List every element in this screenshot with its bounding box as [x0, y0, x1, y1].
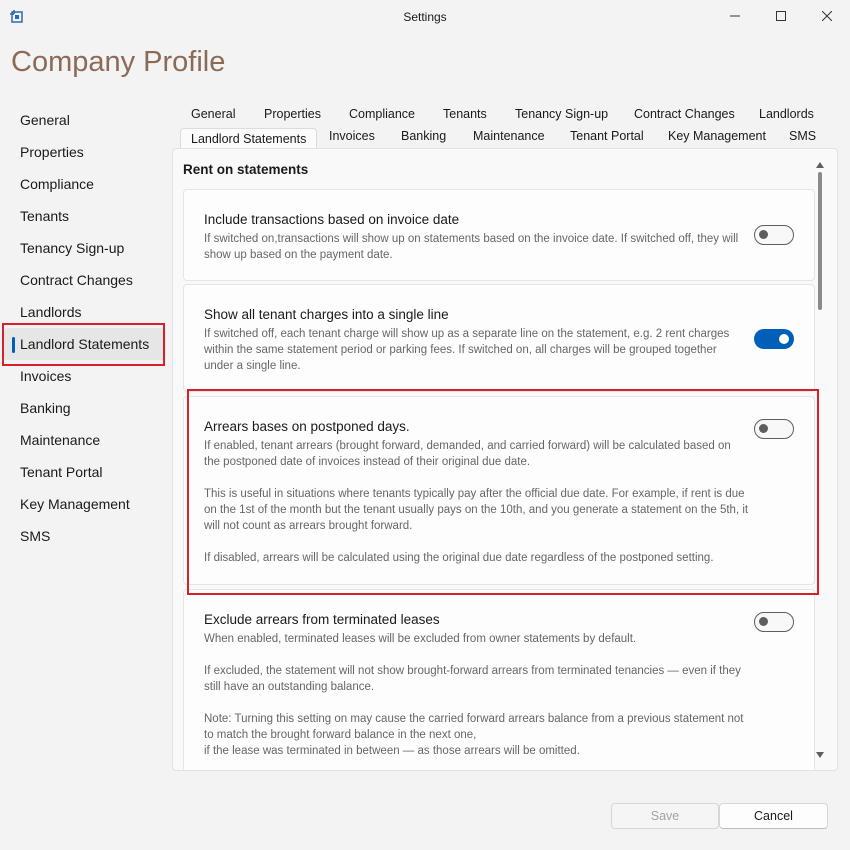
vertical-scrollbar[interactable] — [812, 152, 828, 768]
arrears-postponed-toggle[interactable] — [754, 419, 794, 439]
page-title: Company Profile — [11, 46, 226, 78]
minimize-button[interactable] — [712, 0, 758, 34]
setting-description — [204, 326, 749, 374]
setting-card-invoice-date — [183, 189, 815, 281]
tab-banking[interactable]: Banking — [401, 129, 447, 143]
tab-row-2 — [178, 126, 838, 148]
tab-tenants[interactable]: Tenants — [443, 107, 487, 121]
setting-description-text: If enabled, tenant arrears (brought forward, demanded, and carried forward) will be calculated based on the postponed date of invoices instead of their original due date. — [204, 440, 731, 468]
close-icon — [822, 8, 832, 26]
setting-title: Exclude arrears from terminated leases — [204, 612, 440, 627]
maximize-button[interactable] — [758, 0, 804, 34]
toggle-knob — [759, 424, 768, 433]
invoice-date-toggle[interactable] — [754, 225, 794, 245]
tab-contract-changes[interactable]: Contract Changes — [634, 107, 735, 121]
setting-card-arrears-postponed — [183, 396, 815, 585]
scroll-up-icon[interactable] — [816, 162, 824, 168]
window-title: Settings — [403, 10, 447, 24]
setting-card-single-line — [183, 284, 815, 392]
cancel-button[interactable]: Cancel — [719, 803, 828, 829]
tab-landlords[interactable]: Landlords — [759, 107, 814, 121]
toggle-knob — [779, 334, 789, 344]
sidebar-item-tenant-portal[interactable]: Tenant Portal — [20, 464, 103, 480]
sidebar-item-tenants[interactable]: Tenants — [20, 208, 70, 224]
setting-title: Include transactions based on invoice date — [204, 212, 460, 227]
sidebar-item-compliance[interactable]: Compliance — [20, 176, 94, 192]
minimize-icon — [730, 8, 740, 26]
sidebar-item-invoices[interactable]: Invoices — [20, 368, 72, 384]
tab-invoices[interactable]: Invoices — [329, 129, 375, 143]
setting-description-text: Note: Turning this setting on may cause the carried forward arrears balance from a previous statement not to match the brought forward balance in the next one, if the lease was terminated in between — as those arrears will be omitted. — [204, 713, 744, 757]
sidebar-item-general[interactable]: General — [20, 112, 70, 128]
tab-tenant-portal[interactable]: Tenant Portal — [570, 129, 644, 143]
setting-description-text: When enabled, terminated leases will be excluded from owner statements by default. — [204, 633, 637, 645]
setting-description-text: If switched off, each tenant charge will show up as a separate line on the statement, e.g. 2 rent charges within the same statement period or parking fees. If switched on, all charges will be grouped together under a single line. — [204, 328, 730, 372]
sidebar-item-maintenance[interactable]: Maintenance — [20, 432, 101, 448]
sidebar-item-key-management[interactable]: Key Management — [20, 496, 130, 512]
toggle-knob — [759, 230, 768, 239]
setting-description-text: If switched on,transactions will show up on statements based on the invoice date. If switched off, they will show up based on the payment date. — [204, 233, 739, 261]
sidebar-item-landlords[interactable]: Landlords — [20, 304, 82, 320]
tab-bar — [178, 104, 838, 148]
save-button[interactable]: Save — [611, 803, 719, 829]
scroll-thumb[interactable] — [818, 172, 822, 310]
sidebar-item-contract-changes[interactable]: Contract Changes — [20, 272, 133, 288]
sidebar-item-sms[interactable]: SMS — [20, 528, 51, 544]
setting-description — [204, 231, 749, 263]
tab-compliance[interactable]: Compliance — [349, 107, 416, 121]
maximize-icon — [776, 8, 786, 26]
sidebar-item-properties[interactable]: Properties — [20, 144, 84, 160]
tab-tenancy-sign-up[interactable]: Tenancy Sign-up — [515, 107, 609, 121]
setting-title: Show all tenant charges into a single line — [204, 307, 449, 322]
tab-key-management[interactable]: Key Management — [668, 129, 766, 143]
sidebar-item-tenancy-sign-up[interactable]: Tenancy Sign-up — [20, 240, 125, 256]
tab-maintenance[interactable]: Maintenance — [473, 129, 545, 143]
sidebar-item-landlord-statements[interactable]: Landlord Statements — [4, 328, 166, 360]
settings-panel — [172, 148, 838, 771]
single-line-toggle[interactable] — [754, 329, 794, 349]
toggle-knob — [759, 617, 768, 626]
tab-row-1 — [178, 104, 838, 126]
tab-properties[interactable]: Properties — [264, 107, 321, 121]
close-button[interactable] — [804, 0, 850, 34]
scroll-down-icon[interactable] — [816, 752, 824, 758]
setting-title: Arrears bases on postponed days. — [204, 419, 410, 434]
exclude-terminated-toggle[interactable] — [754, 612, 794, 632]
tab-landlord-statements[interactable]: Landlord Statements — [180, 128, 317, 152]
title-bar — [0, 0, 850, 34]
tab-sms[interactable]: SMS — [789, 129, 817, 143]
section-title: Rent on statements — [183, 162, 309, 177]
tab-general[interactable]: General — [191, 107, 236, 121]
setting-description — [204, 631, 749, 759]
setting-description — [204, 438, 749, 566]
setting-card-exclude-terminated — [183, 589, 815, 771]
sidebar-nav — [4, 104, 166, 552]
sidebar-item-banking[interactable]: Banking — [20, 400, 71, 416]
setting-description-text: If disabled, arrears will be calculated using the original due date regardless of the postponed setting. — [204, 552, 714, 564]
setting-description-text: This is useful in situations where tenants typically pay after the official due date. For example, if rent is due on the 1st of the month but the tenant usually pays on the 10th, and you generate a statement on the 5th, it will not count as arrears brought forward. — [204, 488, 749, 532]
setting-description-text: If excluded, the statement will not show brought-forward arrears from terminated tenancies — even if they still have an outstanding balance. — [204, 665, 741, 693]
